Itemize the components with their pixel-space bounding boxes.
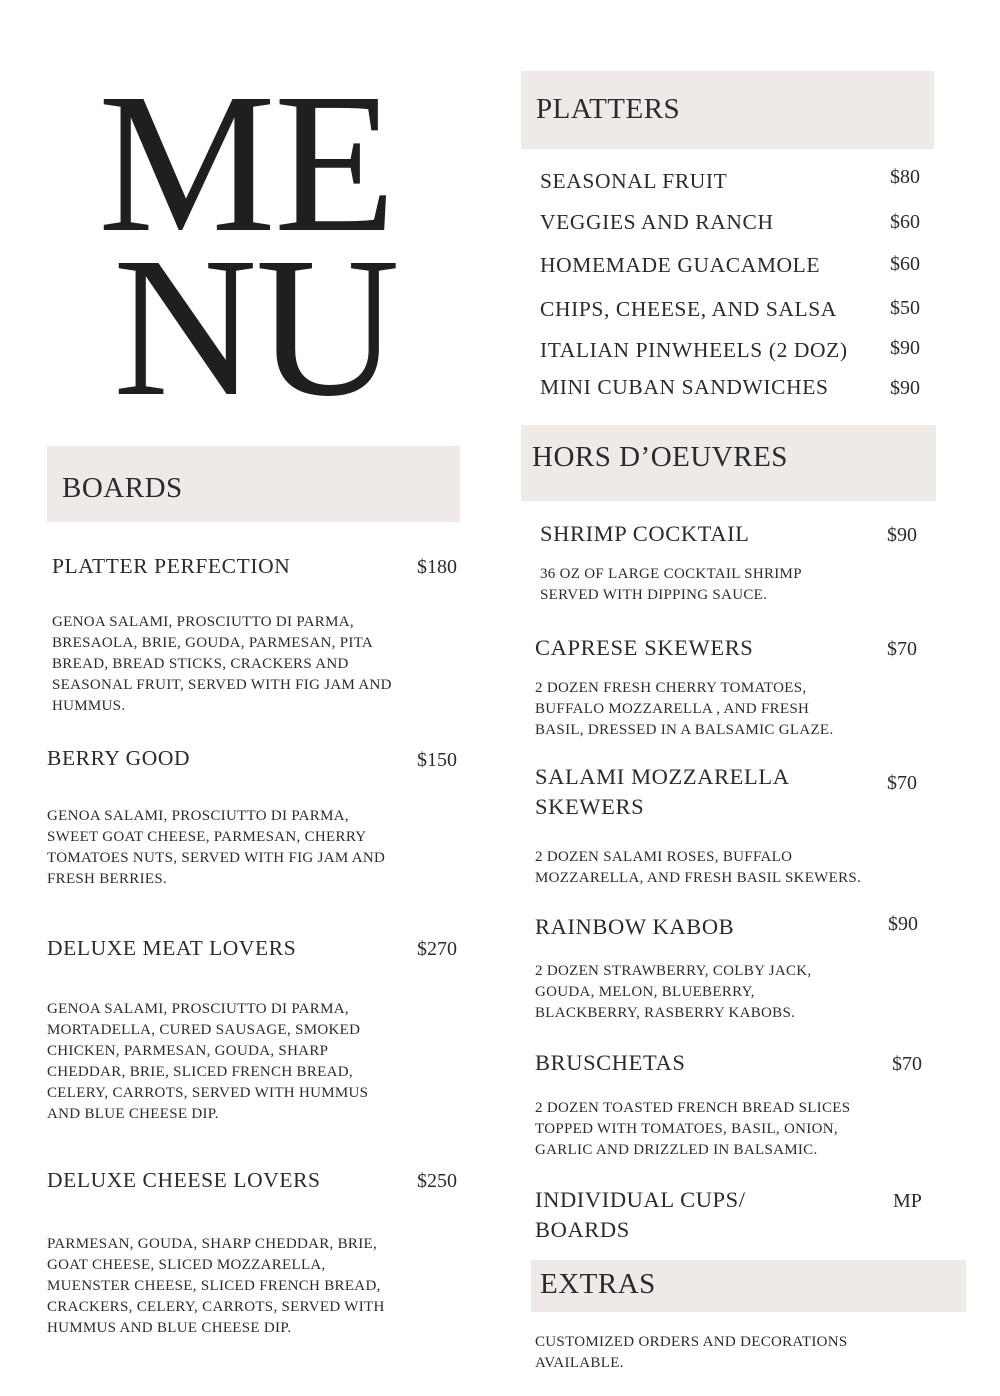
board-name: BERRY GOOD: [47, 746, 191, 770]
hors-doeuvres-header: [521, 425, 936, 501]
platter-price: $90: [890, 377, 920, 399]
platter-name: VEGGIES AND RANCH: [540, 210, 774, 234]
hors-doeuvre-name: SALAMI MOZZARELLA SKEWERS: [535, 764, 789, 819]
board-price: $250: [417, 1170, 457, 1192]
menu-title-line-1: ME: [98, 53, 394, 274]
boards-header: [47, 446, 460, 522]
platter-name: CHIPS, CHEESE, AND SALSA: [540, 297, 837, 321]
hors-doeuvre-price: MP: [893, 1190, 922, 1212]
platters-heading: PLATTERS: [536, 93, 681, 125]
board-description: GENOA SALAMI, PROSCIUTTO DI PARMA, SWEET GOAT CHEESE, PARMESAN, CHERRY TOMATOES NUTS, SERVED WITH FIG JAM AND FRESH BERRIES.: [47, 808, 386, 887]
hors-doeuvre-name: SHRIMP COCKTAIL: [540, 521, 750, 546]
hors-doeuvre-price: $70: [892, 1053, 922, 1075]
hors-doeuvres-heading: HORS D’OEUVRES: [532, 441, 788, 473]
hors-doeuvre-description: 2 DOZEN SALAMI ROSES, BUFFALO MOZZARELLA, AND FRESH BASIL SKEWERS.: [535, 849, 862, 886]
hors-doeuvre-price: $70: [887, 772, 917, 794]
hors-doeuvre-description: 2 DOZEN FRESH CHERRY TOMATOES, BUFFALO MOZZARELLA , AND FRESH BASIL, DRESSED IN A BALSAMIC GLAZE.: [535, 680, 834, 738]
board-description: GENOA SALAMI, PROSCIUTTO DI PARMA, MORTADELLA, CURED SAUSAGE, SMOKED CHICKEN, PARMESAN, GOUDA, SHARP CHEDDAR, BRIE, SLICED FRENCH BREAD, CELERY, CARROTS, SERVED WITH HUMMUS AND BLUE CHEESE DIP.: [47, 1001, 369, 1122]
board-price: $180: [417, 556, 457, 578]
platter-price: $60: [890, 211, 920, 233]
hors-doeuvre-name: INDIVIDUAL CUPS/ BOARDS: [535, 1187, 746, 1242]
board-name: DELUXE CHEESE LOVERS: [47, 1168, 321, 1192]
platter-price: $50: [890, 297, 920, 319]
hors-doeuvre-description: 36 OZ OF LARGE COCKTAIL SHRIMP SERVED WITH DIPPING SAUCE.: [540, 566, 802, 603]
platter-name: MINI CUBAN SANDWICHES: [540, 375, 829, 399]
platter-name: ITALIAN PINWHEELS (2 DOZ): [540, 338, 848, 362]
board-description: GENOA SALAMI, PROSCIUTTO DI PARMA, BRESAOLA, BRIE, GOUDA, PARMESAN, PITA BREAD, BREAD STICKS, CRACKERS AND SEASONAL FRUIT, SERVED WITH FIG JAM AND HUMMUS.: [52, 614, 392, 714]
platter-price: $90: [890, 337, 920, 359]
hors-doeuvre-price: $90: [887, 524, 917, 546]
board-description: PARMESAN, GOUDA, SHARP CHEDDAR, BRIE, GOAT CHEESE, SLICED MOZZARELLA, MUENSTER CHEESE, SLICED FRENCH BREAD, CRACKERS, CELERY, CARROTS, SERVED WITH HUMMUS AND BLUE CHEESE DIP.: [47, 1236, 385, 1336]
boards-heading: BOARDS: [62, 472, 183, 504]
platter-price: $60: [890, 253, 920, 275]
platter-price: $80: [890, 166, 920, 188]
platters-header: [521, 71, 934, 149]
extras-description: CUSTOMIZED ORDERS AND DECORATIONS AVAILABLE.: [535, 1334, 848, 1371]
hors-doeuvre-name: RAINBOW KABOB: [535, 914, 735, 939]
board-price: $270: [417, 938, 457, 960]
hors-doeuvre-name: BRUSCHETAS: [535, 1050, 686, 1075]
board-price: $150: [417, 749, 457, 771]
hors-doeuvre-price: $90: [888, 913, 918, 935]
extras-heading: EXTRAS: [540, 1268, 656, 1300]
menu-title-line-2: NU: [113, 217, 398, 438]
hors-doeuvre-name: CAPRESE SKEWERS: [535, 635, 754, 660]
hors-doeuvre-description: 2 DOZEN TOASTED FRENCH BREAD SLICES TOPPED WITH TOMATOES, BASIL, ONION, GARLIC AND DRIZZLED IN BALSAMIC.: [535, 1100, 851, 1158]
board-name: PLATTER PERFECTION: [52, 554, 291, 578]
platter-name: HOMEMADE GUACAMOLE: [540, 253, 821, 277]
extras-header: [531, 1260, 966, 1312]
platter-name: SEASONAL FRUIT: [540, 169, 728, 193]
board-name: DELUXE MEAT LOVERS: [47, 936, 297, 960]
hors-doeuvre-price: $70: [887, 638, 917, 660]
hors-doeuvre-description: 2 DOZEN STRAWBERRY, COLBY JACK, GOUDA, MELON, BLUEBERRY, BLACKBERRY, RASBERRY KABOBS.: [535, 963, 812, 1021]
